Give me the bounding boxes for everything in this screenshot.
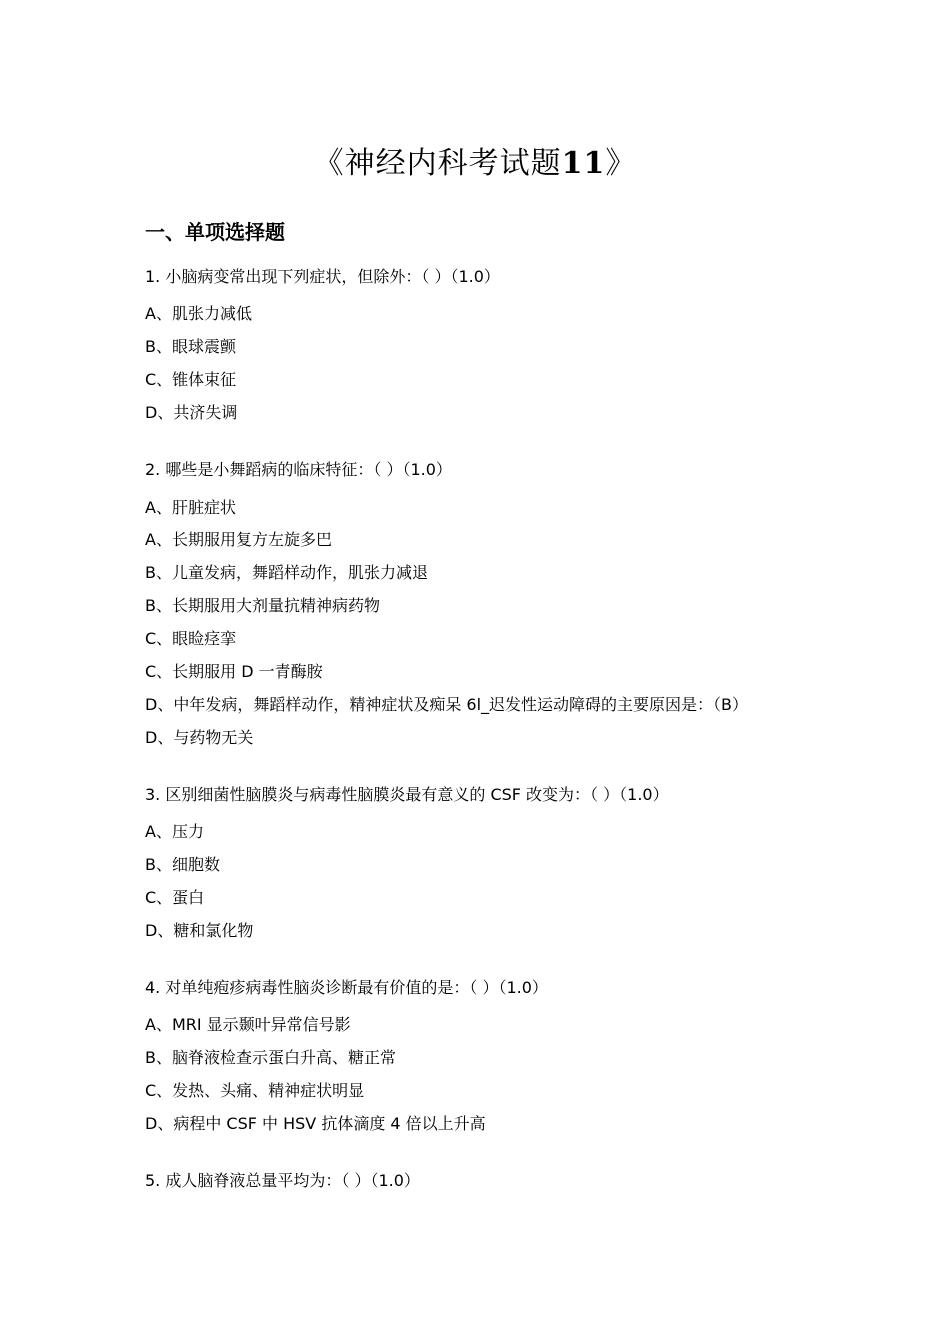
title-prefix: 《神经内科考试题: [313, 146, 562, 181]
title-number: 11: [561, 146, 606, 181]
question-1-option: B、眼球震颤: [145, 337, 236, 356]
question-4-option: C、发热、头痛、精神症状明显: [145, 1081, 365, 1100]
question-2-option: A、长期服用复方左旋多巴: [145, 530, 332, 549]
title-suffix: 》: [605, 146, 637, 181]
question-2-option: A、肝脏症状: [145, 498, 236, 517]
question-5-stem: 5. 成人脑脊液总量平均为：（ ）（1.0）: [145, 1171, 420, 1190]
question-2-option: C、眼睑痉挛: [145, 629, 237, 648]
question-3-option: B、细胞数: [145, 855, 220, 874]
document-title: [0, 142, 950, 186]
question-1-option: A、肌张力减低: [145, 304, 252, 323]
question-4-option: B、脑脊液检查示蛋白升高、糖正常: [145, 1048, 396, 1067]
question-2-option: D、中年发病，舞蹈样动作，精神症状及痴呆 6l_迟发性运动障碍的主要原因是：（B）: [145, 695, 749, 714]
question-3-stem: 3. 区别细菌性脑膜炎与病毒性脑膜炎最有意义的 CSF 改变为：（ ）（1.0）: [145, 785, 669, 804]
question-1-stem: 1. 小脑病变常出现下列症状，但除外：（ ）（1.0）: [145, 267, 500, 286]
question-1-option: D、共济失调: [145, 403, 238, 422]
question-4-stem: 4. 对单纯疱疹病毒性脑炎诊断最有价值的是：（ ）（1.0）: [145, 978, 548, 997]
question-1-option: C、锥体束征: [145, 370, 237, 389]
question-3-option: C、蛋白: [145, 888, 205, 907]
question-2-option: D、与药物无关: [145, 728, 254, 747]
section-heading: 一、单项选择题: [145, 220, 285, 244]
question-2-stem: 2. 哪些是小舞蹈病的临床特征：（ ）（1.0）: [145, 460, 452, 479]
question-3-option: A、压力: [145, 822, 204, 841]
question-4-option: D、病程中 CSF 中 HSV 抗体滴度 4 倍以上升高: [145, 1114, 486, 1133]
question-2-option: B、儿童发病，舞蹈样动作，肌张力减退: [145, 563, 428, 582]
question-3-option: D、糖和氯化物: [145, 921, 254, 940]
question-4-option: A、MRI 显示颞叶异常信号影: [145, 1015, 351, 1034]
question-2-option: B、长期服用大剂量抗精神病药物: [145, 596, 380, 615]
question-2-option: C、长期服用 D 一青酶胺: [145, 662, 323, 681]
